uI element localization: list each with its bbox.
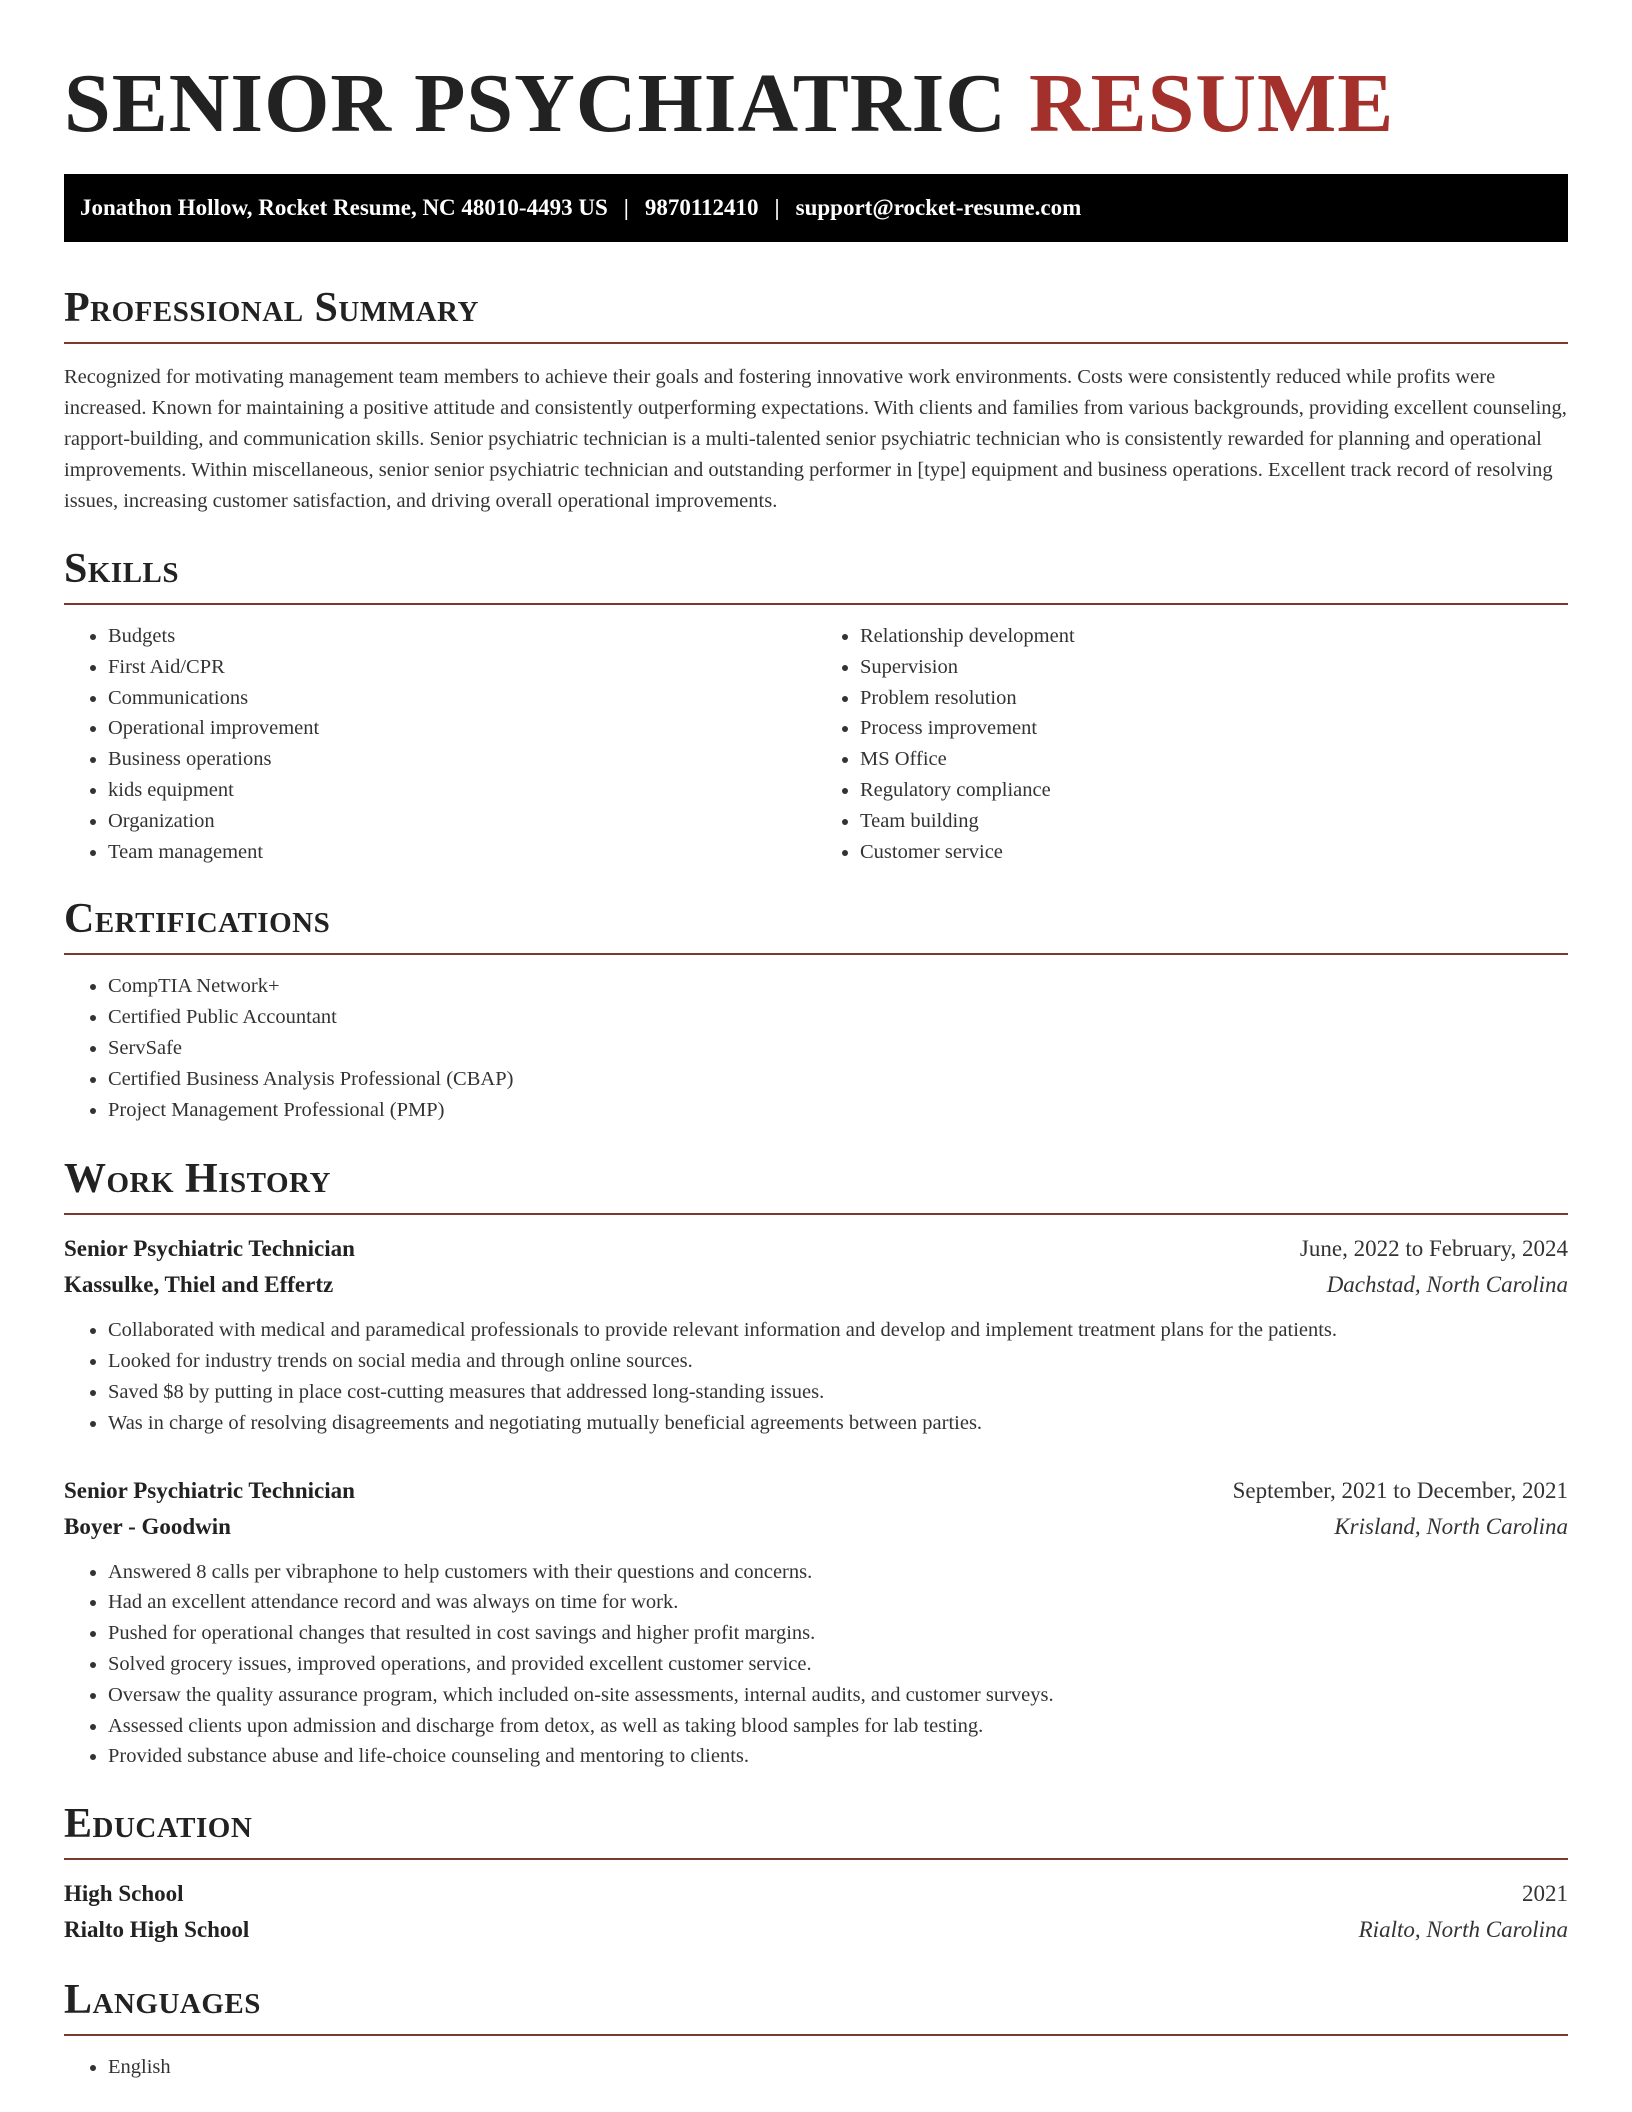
certifications-section — [64, 895, 1568, 1125]
skills-grid — [64, 605, 1568, 867]
skill-item: • Process improvement — [860, 713, 1568, 744]
job-bullet: • Provided substance abuse and life-choice counseling and mentoring to clients. — [108, 1741, 1568, 1772]
skill-item: • Problem resolution — [860, 683, 1568, 714]
skill-item: • Operational improvement — [108, 713, 816, 744]
certification-item: • CompTIA Network+ — [108, 971, 1568, 1002]
section-divider — [64, 1858, 1568, 1860]
work-heading: Work History — [64, 1156, 331, 1203]
education-subheader — [64, 1912, 1568, 1948]
summary-section — [64, 284, 1568, 517]
skill-item: • Organization — [108, 806, 816, 837]
job-bullet: • Had an excellent attendance record and was always on time for work. — [108, 1587, 1568, 1618]
skill-item: • First Aid/CPR — [108, 652, 816, 683]
education-entry — [64, 1876, 1568, 1948]
job-header — [64, 1231, 1568, 1267]
languages-list — [64, 2052, 1568, 2083]
education-year: 2021 — [1522, 1881, 1568, 1907]
skill-item: • Customer service — [860, 837, 1568, 868]
contact-separator: | — [774, 195, 780, 220]
education-header — [64, 1876, 1568, 1912]
section-divider — [64, 953, 1568, 955]
skill-item: • Budgets — [108, 621, 816, 652]
skills-list-right — [816, 621, 1568, 867]
job-bullets — [64, 1315, 1568, 1438]
section-divider — [64, 1213, 1568, 1215]
job-bullet: • Pushed for operational changes that resulted in cost savings and higher profit margins. — [108, 1618, 1568, 1649]
skill-item: • Team management — [108, 837, 816, 868]
work-section — [64, 1155, 1568, 1772]
title-accent: RESUME — [1028, 57, 1395, 150]
education-heading: Education — [64, 1801, 253, 1848]
skill-item: • Business operations — [108, 744, 816, 775]
certifications-heading: Certifications — [64, 896, 331, 943]
summary-heading: Professional Summary — [64, 285, 479, 331]
summary-text: Recognized for motivating management team members to achieve their goals and fostering innovative work environments. Costs were consistently reduced while profits were increased. Known for maintaining a positive attitude and consistently outperforming expectations. With clients and families from various backgrounds, providing excellent counseling, rapport-building, and communication skills. Senior psychiatric technician is a multi-talented senior psychiatric technician who is consistently rewarded for planning and operational improvements. Within miscellaneous, senior senior psychiatric technician and outstanding performer in [type] equipment and business operations. Excellent track record of resolving issues, increasing customer satisfaction, and driving overall operational improvements. — [64, 366, 1567, 512]
skills-section — [64, 545, 1568, 867]
contact-address: Jonathon Hollow, Rocket Resume, NC 48010-4493 US — [80, 195, 608, 220]
job-company: Boyer - Goodwin — [64, 1513, 231, 1539]
education-section — [64, 1800, 1568, 1948]
languages-section — [64, 1976, 1568, 2083]
skill-item: • MS Office — [860, 744, 1568, 775]
skills-list-left — [64, 621, 816, 867]
certification-item: • Project Management Professional (PMP) — [108, 1095, 1568, 1126]
job-title: Senior Psychiatric Technician — [64, 1236, 355, 1262]
job-bullets — [64, 1557, 1568, 1773]
contact-email: support@rocket-resume.com — [795, 195, 1082, 220]
job-bullet: • Assessed clients upon admission and discharge from detox, as well as taking blood samples for lab testing. — [108, 1711, 1568, 1742]
skill-item: • Supervision — [860, 652, 1568, 683]
resume-title — [64, 0, 1568, 176]
job-bullet: • Collaborated with medical and paramedical professionals to provide relevant information and develop and implement treatment plans for the patients. — [108, 1315, 1568, 1346]
skill-item: • Relationship development — [860, 621, 1568, 652]
skill-item: • Communications — [108, 683, 816, 714]
languages-heading: Languages — [64, 1977, 261, 2024]
job-title: Senior Psychiatric Technician — [64, 1477, 355, 1503]
education-degree: High School — [64, 1881, 184, 1907]
skills-heading: Skills — [64, 546, 180, 592]
job-subheader — [64, 1267, 1568, 1303]
section-divider — [64, 2034, 1568, 2036]
job-bullet: • Answered 8 calls per vibraphone to help customers with their questions and concerns. — [108, 1557, 1568, 1588]
job-entry — [64, 1231, 1568, 1438]
job-dates: June, 2022 to February, 2024 — [1299, 1236, 1568, 1262]
job-bullet: • Looked for industry trends on social media and through online sources. — [108, 1346, 1568, 1377]
contact-separator: | — [623, 195, 629, 220]
job-bullet: • Oversaw the quality assurance program, which included on-site assessments, internal audits, and customer surveys. — [108, 1680, 1568, 1711]
job-header — [64, 1473, 1568, 1509]
job-entry — [64, 1473, 1568, 1773]
section-divider — [64, 342, 1568, 344]
job-bullet: • Saved $8 by putting in place cost-cutting measures that addressed long-standing issues. — [108, 1377, 1568, 1408]
job-location: Dachstad, North Carolina — [1326, 1272, 1568, 1298]
job-bullet: • Was in charge of resolving disagreements and negotiating mutually beneficial agreements between parties. — [108, 1408, 1568, 1439]
certifications-list — [64, 971, 1568, 1125]
job-subheader — [64, 1509, 1568, 1545]
education-school: Rialto High School — [64, 1917, 250, 1943]
contact-phone: 9870112410 — [644, 195, 759, 220]
certification-item: • Certified Public Accountant — [108, 1002, 1568, 1033]
job-company: Kassulke, Thiel and Effertz — [64, 1272, 334, 1298]
job-location: Krisland, North Carolina — [1334, 1513, 1568, 1539]
skill-item: • kids equipment — [108, 775, 816, 806]
certification-item: • ServSafe — [108, 1033, 1568, 1064]
title-main: SENIOR PSYCHIATRIC — [64, 57, 1007, 150]
education-location: Rialto, North Carolina — [1358, 1917, 1568, 1943]
contact-bar — [64, 174, 1568, 242]
skill-item: • Team building — [860, 806, 1568, 837]
job-dates: September, 2021 to December, 2021 — [1232, 1477, 1568, 1503]
certification-item: • Certified Business Analysis Professional (CBAP) — [108, 1064, 1568, 1095]
job-bullet: • Solved grocery issues, improved operations, and provided excellent customer service. — [108, 1649, 1568, 1680]
language-item: • English — [108, 2052, 1568, 2083]
skill-item: • Regulatory compliance — [860, 775, 1568, 806]
